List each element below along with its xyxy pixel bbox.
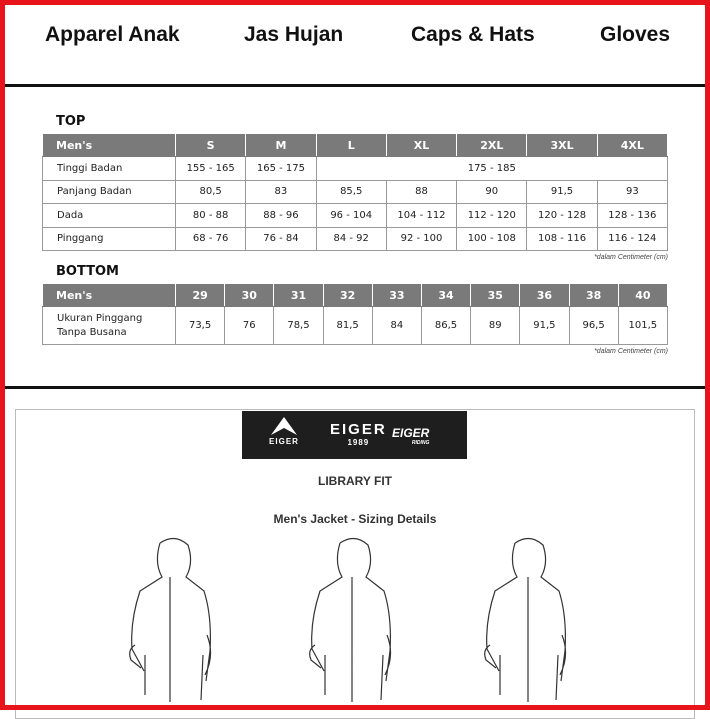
cell: 100 - 108 <box>457 227 527 251</box>
unit-note: *dalam Centimeter (cm) <box>594 348 668 355</box>
cell: 112 - 120 <box>457 204 527 228</box>
header-cell: 4XL <box>597 134 667 157</box>
cell: 93 <box>597 180 667 204</box>
panel-title: LIBRARY FIT <box>318 474 392 488</box>
cell: 76 <box>225 307 274 345</box>
table-header <box>43 284 668 307</box>
cell: 85,5 <box>316 180 386 204</box>
nav-jas-hujan[interactable]: Jas Hujan <box>244 23 344 46</box>
header-cell: 34 <box>421 284 470 307</box>
nav-caps-hats[interactable]: Caps & Hats <box>411 23 535 46</box>
row-label: Dada <box>43 204 176 228</box>
panel-subtitle: Men's Jacket - Sizing Details <box>273 512 437 526</box>
row-label: Tinggi Badan <box>43 157 176 181</box>
header-cell: 32 <box>323 284 372 307</box>
cell: 84 <box>372 307 421 345</box>
cell: 80,5 <box>176 180 246 204</box>
cell: 90 <box>457 180 527 204</box>
unit-note: *dalam Centimeter (cm) <box>594 254 668 261</box>
header-cell: 31 <box>274 284 323 307</box>
cell: 92 - 100 <box>386 227 456 251</box>
header-cell: 33 <box>372 284 421 307</box>
nav-apparel-anak[interactable]: Apparel Anak <box>45 23 180 46</box>
table-row <box>43 180 668 204</box>
cell: 83 <box>246 180 316 204</box>
row-label: Ukuran Pinggang Tanpa Busana <box>43 307 176 345</box>
eiger-riding-logo: EIGER RIDING <box>392 426 430 446</box>
cell: 120 - 128 <box>527 204 597 228</box>
header-cell: L <box>316 134 386 157</box>
cell: 91,5 <box>527 180 597 204</box>
cell: 86,5 <box>421 307 470 345</box>
table-header <box>43 134 668 157</box>
top-section-title: TOP <box>56 114 86 129</box>
cell: 104 - 112 <box>386 204 456 228</box>
cell: 78,5 <box>274 307 323 345</box>
header-cell: 3XL <box>527 134 597 157</box>
cell: 88 <box>386 180 456 204</box>
cell: 91,5 <box>520 307 569 345</box>
eiger-1989-logo: EIGER 1989 <box>330 421 387 447</box>
cell: 175 - 185 <box>316 157 667 181</box>
header-cell: Men's <box>43 134 176 157</box>
header-cell: 40 <box>618 284 667 307</box>
row-label: Panjang Badan <box>43 180 176 204</box>
header-cell: 30 <box>225 284 274 307</box>
cell: 108 - 116 <box>527 227 597 251</box>
nav-gloves[interactable]: Gloves <box>600 23 671 46</box>
divider <box>5 386 705 389</box>
cell: 81,5 <box>323 307 372 345</box>
cell: 76 - 84 <box>246 227 316 251</box>
cell: 96,5 <box>569 307 618 345</box>
header-cell: Men's <box>43 284 176 307</box>
jacket-figure-front <box>115 535 225 705</box>
header-cell: M <box>246 134 316 157</box>
header-cell: 36 <box>520 284 569 307</box>
jacket-figure-back <box>470 535 580 705</box>
cell: 89 <box>471 307 520 345</box>
cell: 101,5 <box>618 307 667 345</box>
bottom-size-table <box>42 283 668 345</box>
cell: 165 - 175 <box>246 157 316 181</box>
bottom-section-title: BOTTOM <box>56 264 119 279</box>
header-cell: 38 <box>569 284 618 307</box>
top-size-table <box>42 133 668 251</box>
table-row <box>43 307 668 345</box>
cell: 128 - 136 <box>597 204 667 228</box>
table-row <box>43 204 668 228</box>
cell: 116 - 124 <box>597 227 667 251</box>
header-cell: 29 <box>176 284 225 307</box>
header-cell: 2XL <box>457 134 527 157</box>
cell: 84 - 92 <box>316 227 386 251</box>
table-row <box>43 227 668 251</box>
cell: 73,5 <box>176 307 225 345</box>
cell: 68 - 76 <box>176 227 246 251</box>
table-row <box>43 157 668 181</box>
brand-logos <box>242 411 467 459</box>
cell: 96 - 104 <box>316 204 386 228</box>
cell: 80 - 88 <box>176 204 246 228</box>
cell: 155 - 165 <box>176 157 246 181</box>
category-nav <box>0 0 710 85</box>
eiger-logo: EIGER <box>264 417 304 446</box>
header-cell: XL <box>386 134 456 157</box>
jacket-figure-side <box>295 535 405 705</box>
cell: 88 - 96 <box>246 204 316 228</box>
row-label: Pinggang <box>43 227 176 251</box>
divider <box>5 84 705 87</box>
header-cell: S <box>176 134 246 157</box>
header-cell: 35 <box>471 284 520 307</box>
